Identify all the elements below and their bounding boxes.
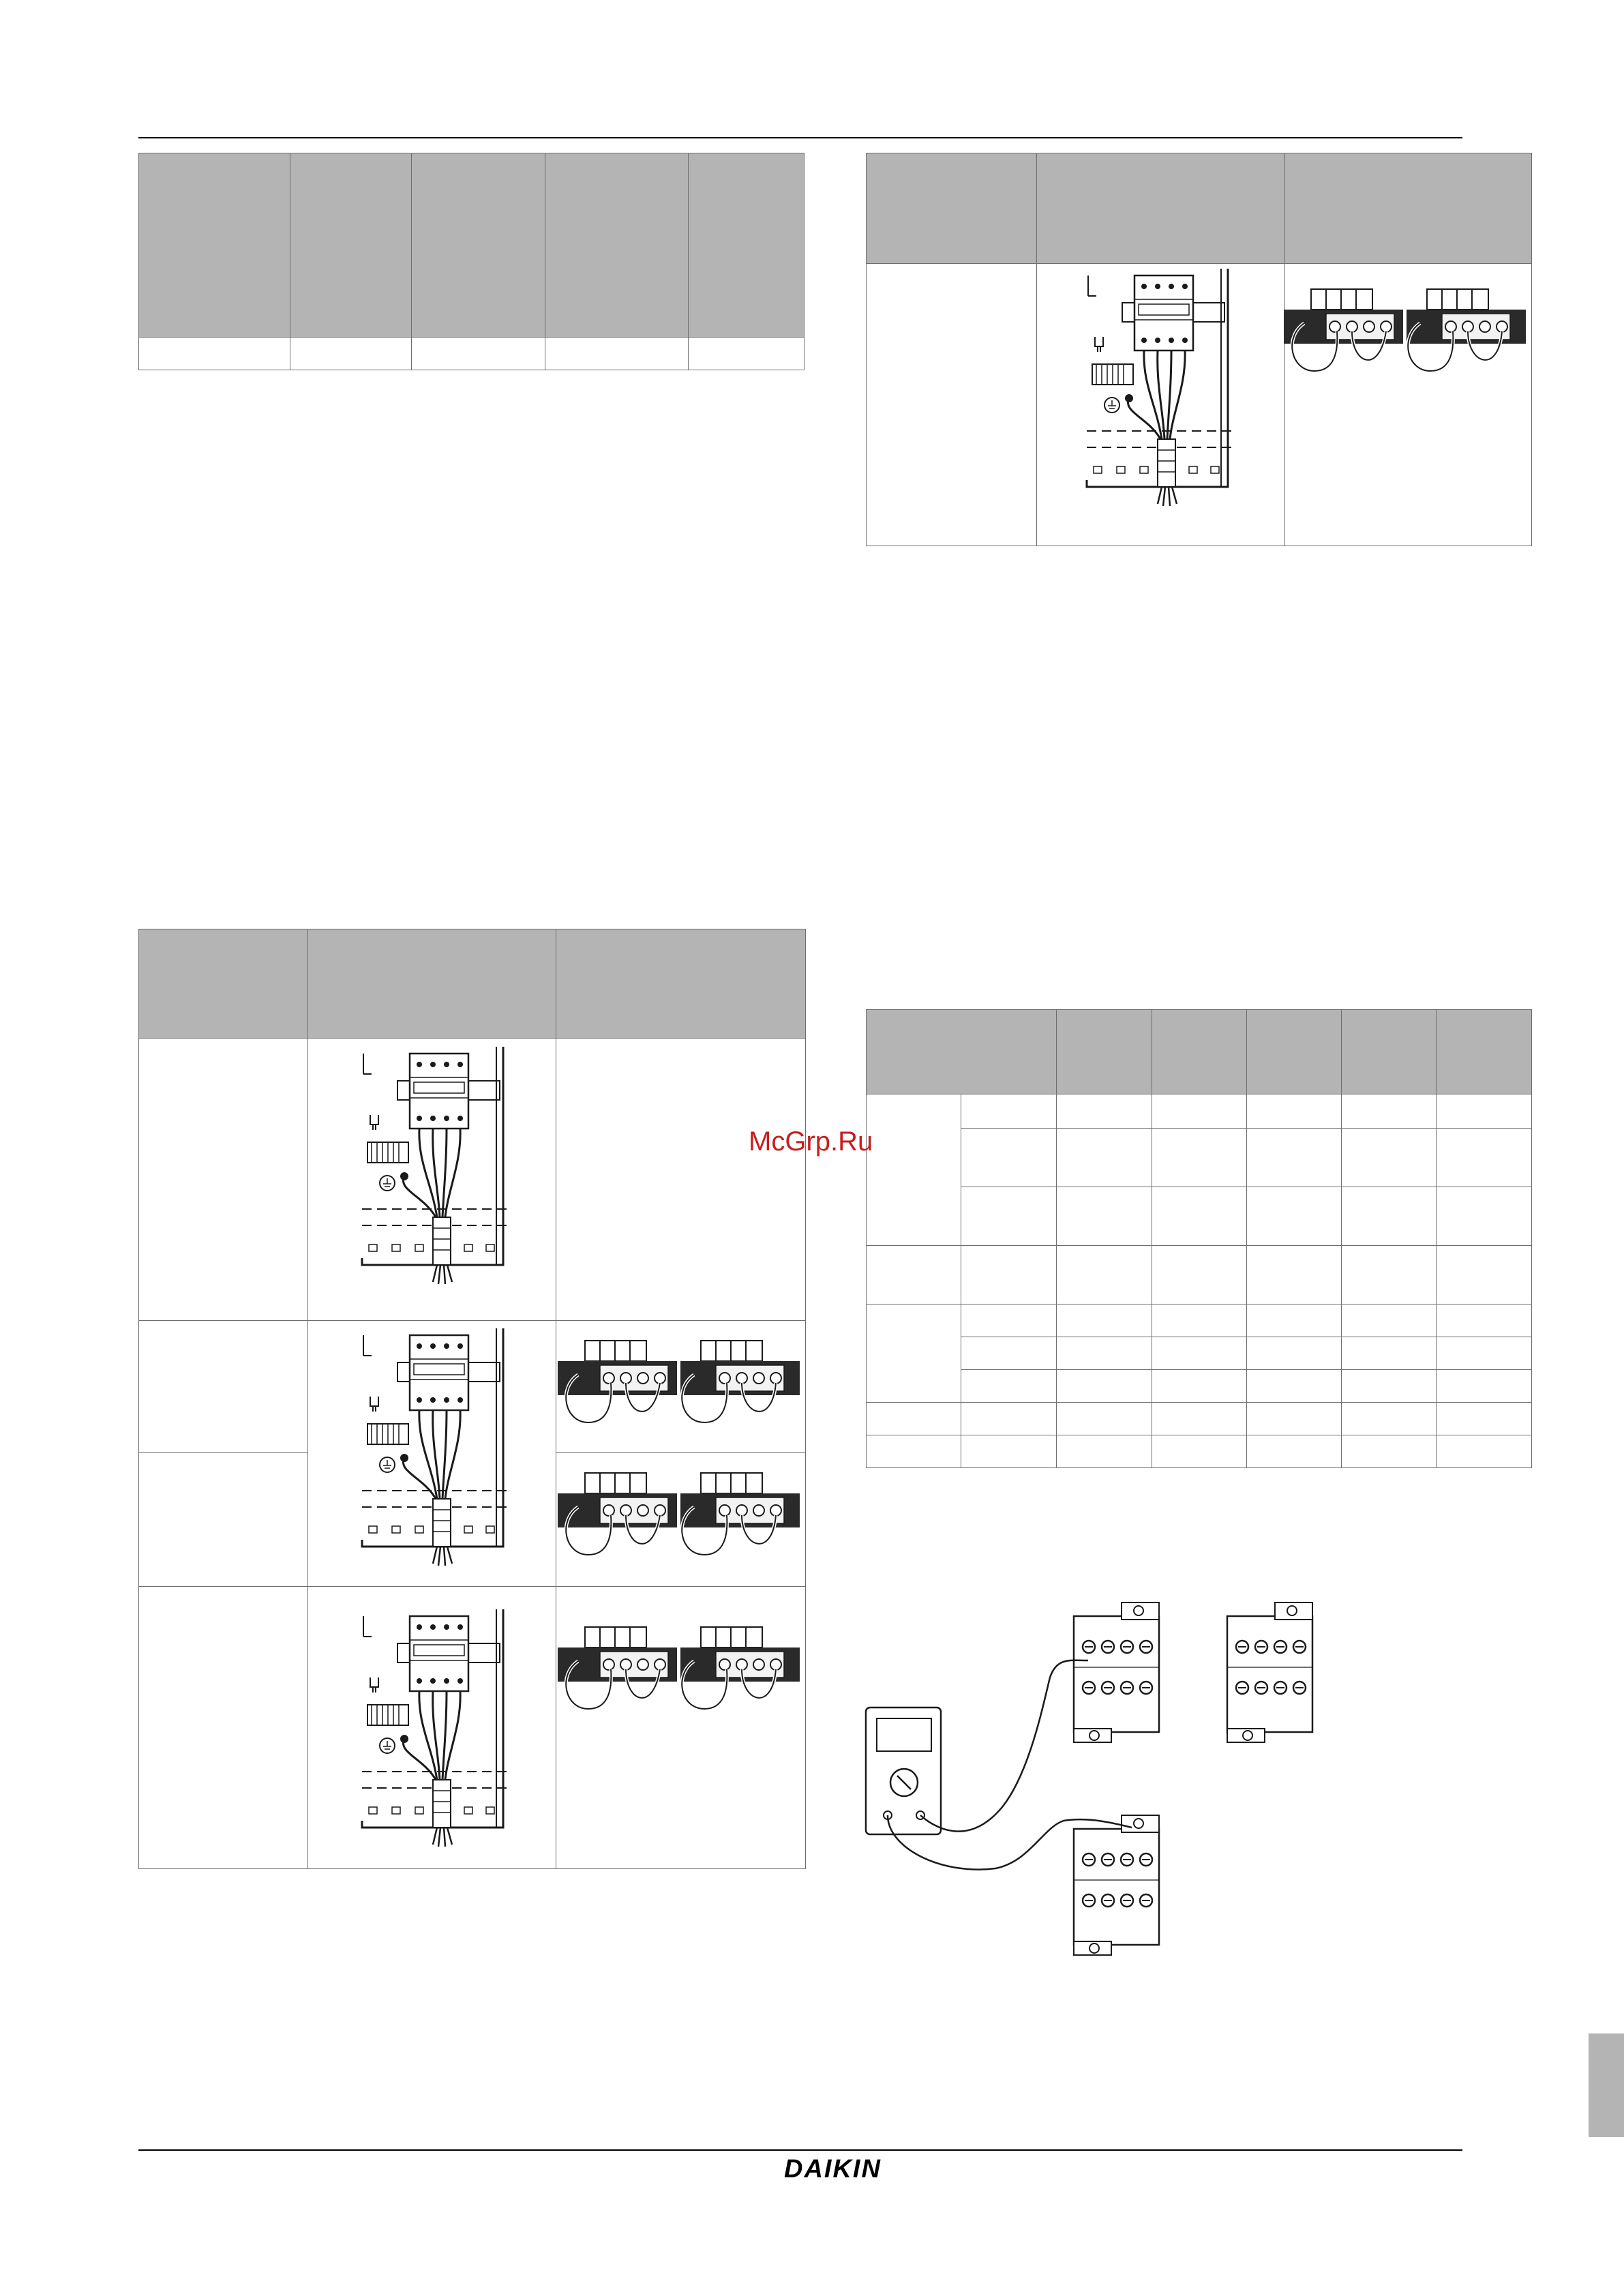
- table-top-left: [138, 153, 805, 370]
- panel-drawing-3: [350, 1609, 513, 1862]
- terminal-block-top-right: [1284, 289, 1529, 378]
- panel-drawing-2: [350, 1328, 513, 1581]
- panel-drawing-top-right: [1074, 269, 1238, 521]
- terminal-block-2a: [558, 1341, 803, 1429]
- daikin-logo: DAIKIN: [784, 2155, 882, 2183]
- terminal-block-3: [558, 1627, 803, 1716]
- header-rule: [138, 137, 1462, 138]
- terminal-block-2b: [558, 1473, 803, 1562]
- watermark: McGrp.Ru: [749, 1127, 873, 1157]
- multimeter-figure: [859, 1602, 1350, 1984]
- multimeter-icon: [866, 1708, 941, 1834]
- footer-rule: [138, 2149, 1462, 2151]
- table-right-middle: [866, 1009, 1532, 1468]
- panel-drawing-1: [350, 1047, 513, 1299]
- side-tab: [1589, 2033, 1624, 2137]
